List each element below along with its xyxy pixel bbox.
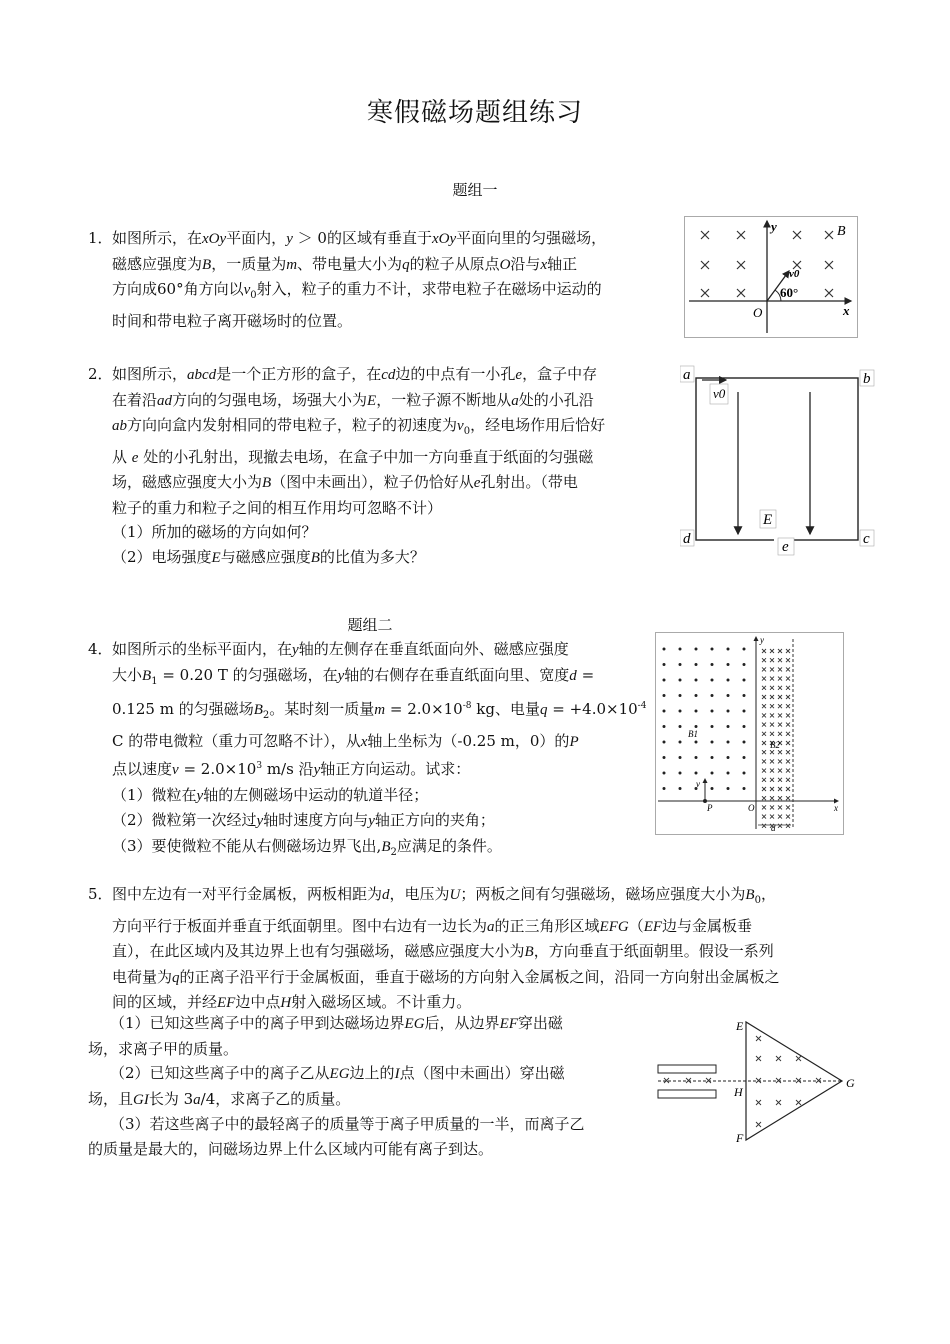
question-number: 4． [88, 640, 113, 658]
field-cross [762, 824, 766, 828]
d-label: d [771, 823, 776, 833]
field-cross [770, 759, 774, 763]
sub-question-1: （1）微粒在y轴的左侧磁场中运动的轨道半径； [112, 785, 429, 804]
field-cross [778, 658, 782, 662]
corner-b: b [863, 371, 871, 387]
field-cross [778, 695, 782, 699]
field-cross [762, 805, 766, 809]
field-dot [695, 756, 698, 759]
field-cross [770, 649, 774, 653]
field-dot [695, 694, 698, 697]
field-cross [778, 769, 782, 773]
field-dot [679, 710, 682, 713]
sub-question-1: （1）所加的磁场的方向如何？ [112, 523, 317, 541]
field-dot [727, 679, 730, 682]
field-cross [770, 695, 774, 699]
field-cross [762, 787, 766, 791]
field-cross [786, 796, 790, 800]
field-cross [778, 796, 782, 800]
field-dot [679, 725, 682, 728]
field-cross [762, 713, 766, 717]
field-cross [786, 686, 790, 690]
field-cross [770, 750, 774, 754]
vertex-F: F [736, 1131, 744, 1145]
field-cross [762, 695, 766, 699]
field-cross [762, 778, 766, 782]
question-1: 1． 如图所示，在xOy平面内，y ＞ 0的区域有垂直于xOy平面向里的匀强磁场， 磁感应强度为B，一质量为m、带电量大小为q的粒子从原点O沿与x轴正 方向成60°角方向以$v_0$射入，粒子的重力不计，求带电粒子在磁场中运动的 时间和带电粒子离开磁场时的位置。 [88, 226, 668, 333]
field-dot [695, 648, 698, 651]
question-5-subs: （1）已知这些离子中的离子甲到达磁场边界EG后，从边界EF穿出磁 场，求离子甲的质量。 （2）已知这些离子中的离子乙从EG边上的I点（图中未画出）穿出磁 场，且GI长为 3a/4，求离子乙的质量。 （3）若这些离子中的最轻离子的质量等于离子甲质量的一半，而离子乙 的质量是最大的，问磁场边界上什么区域内可能有离子到达。 [88, 1011, 634, 1161]
field-cross [770, 713, 774, 717]
sub-question-3: （3）要使微粒不能从右侧磁场边界飞出$,B_2$应满足的条件。 [112, 836, 502, 858]
field-dot [727, 756, 730, 759]
field-cross [770, 769, 774, 773]
field-cross [786, 677, 790, 681]
field-cross [762, 769, 766, 773]
sub-question-3: （3）若这些离子中的最轻离子的质量等于离子甲质量的一半，而离子乙 [110, 1115, 585, 1133]
field-cross [770, 723, 774, 727]
field-cross [786, 649, 790, 653]
field-dot [695, 772, 698, 775]
x-label: x [834, 803, 838, 813]
field-cross [778, 787, 782, 791]
sub-question-2: （2）微粒第一次经过y轴时速度方向与y轴正方向的夹角； [112, 811, 495, 829]
field-cross [778, 686, 782, 690]
field-cross [762, 759, 766, 763]
field-dot [711, 663, 714, 666]
field-cross [762, 815, 766, 819]
field-cross [786, 723, 790, 727]
field-cross [770, 704, 774, 708]
field-cross [778, 759, 782, 763]
question-number: 2． [88, 365, 113, 383]
field-cross [770, 686, 774, 690]
y-label: y [771, 219, 777, 234]
field-dot [711, 648, 714, 651]
field-dot [743, 648, 746, 651]
group-2-heading: 题组二 [347, 616, 393, 634]
field-dot [663, 663, 666, 666]
field-dot [743, 787, 746, 790]
y-label: y [760, 635, 764, 645]
field-cross [778, 815, 782, 819]
field-dot [727, 772, 730, 775]
field-cross [786, 713, 790, 717]
field-cross [786, 667, 790, 671]
page-title: 寒假磁场题组练习 [366, 98, 583, 128]
field-cross [778, 750, 782, 754]
field-dot [711, 772, 714, 775]
field-dot [663, 710, 666, 713]
field-dot [679, 663, 682, 666]
field-dot [743, 710, 746, 713]
field-cross [770, 732, 774, 736]
origin-label: O [753, 305, 763, 320]
field-dot [743, 756, 746, 759]
field-dot [727, 787, 730, 790]
field-cross [770, 787, 774, 791]
field-dot [663, 741, 666, 744]
field-dot [663, 725, 666, 728]
field-dot [727, 694, 730, 697]
field-cross [786, 750, 790, 754]
field-cross [778, 778, 782, 782]
field-cross [786, 787, 790, 791]
field-cross [762, 732, 766, 736]
corner-a: a [683, 367, 691, 383]
field-cross [786, 778, 790, 782]
figure-2 [680, 362, 876, 560]
field-E-label: E [763, 512, 773, 528]
field-dot [743, 694, 746, 697]
field-dot [695, 725, 698, 728]
field-cross [762, 649, 766, 653]
field-dot [711, 741, 714, 744]
field-cross [770, 658, 774, 662]
sub-question-2: （2）已知这些离子中的离子乙从EG边上的I点（图中未画出）穿出磁 [110, 1064, 565, 1082]
field-cross [762, 741, 766, 745]
figure-5 [654, 1018, 864, 1146]
question-2: 2． 如图所示，abcd是一个正方形的盒子，在cd边的中点有一小孔e，盒子中存 在着沿ad方向的匀强电场，场强大小为E，一粒子源不断地从a处的小孔沿 ab方向向盒内发射相同的带电粒子，粒子的初速度为$v_0$，经电场作用后恰好 从 e 处的小孔射出，现撤去电场，在盒子中加一方向垂直于纸面的匀强磁 场，磁感应强度大小为B（图中未画出），粒子仍恰好从e孔射出。（带电 粒子的重力和粒子之间的相互作用均可忽略不计） （1）所加的磁场的方向如何？ （2）电场强度E与磁感应强度B的比值为多大？ [88, 362, 670, 570]
vertex-G: G [846, 1076, 855, 1090]
field-dot [695, 679, 698, 682]
field-dot [711, 679, 714, 682]
field-cross [762, 796, 766, 800]
field-dot [695, 741, 698, 744]
field-cross [770, 805, 774, 809]
field-dot [663, 772, 666, 775]
corner-d: d [683, 531, 691, 547]
B-label: B [837, 224, 846, 239]
field-dot [743, 663, 746, 666]
figure-4 [655, 632, 844, 835]
field-dot [711, 756, 714, 759]
field-cross [762, 667, 766, 671]
field-cross [786, 769, 790, 773]
group-1-heading: 题组一 [452, 181, 498, 199]
field-cross [762, 723, 766, 727]
B2-label: B2 [770, 740, 780, 750]
sub-question-2: （2）电场强度E与磁感应强度B的比值为多大？ [112, 547, 425, 566]
figure-1 [684, 216, 858, 338]
field-cross [778, 649, 782, 653]
field-dot [679, 741, 682, 744]
field-cross [786, 815, 790, 819]
field-cross [762, 677, 766, 681]
field-cross [770, 815, 774, 819]
field-cross [786, 695, 790, 699]
field-cross [786, 759, 790, 763]
field-dot [743, 679, 746, 682]
field-cross [762, 704, 766, 708]
field-cross [770, 778, 774, 782]
field-cross [778, 732, 782, 736]
field-cross [762, 750, 766, 754]
P-label: P [707, 803, 713, 813]
vertex-E: E [736, 1019, 744, 1033]
field-dot [663, 648, 666, 651]
v0-label: v0 [789, 268, 800, 280]
field-cross [786, 741, 790, 745]
field-dot [695, 663, 698, 666]
field-dot [727, 741, 730, 744]
field-cross [786, 824, 790, 828]
field-dot [743, 725, 746, 728]
field-dot [663, 694, 666, 697]
question-number: 5． [88, 885, 113, 903]
field-cross [770, 677, 774, 681]
upper-plate [658, 1065, 716, 1073]
field-dot [743, 741, 746, 744]
field-dot [711, 725, 714, 728]
field-dot [695, 710, 698, 713]
field-cross [778, 723, 782, 727]
field-dot [679, 772, 682, 775]
B1-label: B1 [688, 729, 698, 739]
x-label: x [843, 303, 850, 318]
v0-label: v0 [713, 386, 726, 401]
question-4: 4． 如图所示的坐标平面内，在y轴的左侧存在垂直纸面向外、磁感应强度 大小$B_1 = 0.20$ T 的匀强磁场，在y轴的右侧存在垂直纸面向里、宽度d = 0.125 m 的匀强磁场$B_2$。某时刻一质量$m = 2.0\times 10^{-8}$ kg、电量$q = +4.0\times 10^{-4}$ C 的带电微粒（重力可忽略不计），从x轴上坐标为（-0.25 m，0）的P 点以速度$v = 2.0\times 10^3$ m/s 沿y轴正方向运动。试求： （1）微粒在y轴的左侧磁场中运动的轨道半径； （2）微粒第一次经过y轴时速度方向与y轴正方向的夹角； （3）要使微粒不能从右侧磁场边界飞出$,B_2$应满足的条件。 [88, 637, 648, 865]
v-label: v [696, 779, 700, 789]
field-cross [778, 704, 782, 708]
sub-question-1: （1）已知这些离子中的离子甲到达磁场边界EG后，从边界EF穿出磁 [110, 1014, 563, 1032]
field-cross [786, 732, 790, 736]
origin-label: O [748, 803, 755, 813]
corner-c: c [863, 531, 870, 547]
field-cross [778, 677, 782, 681]
field-dot [679, 787, 682, 790]
field-cross [778, 805, 782, 809]
field-dot [727, 725, 730, 728]
midpoint-H: H [734, 1085, 743, 1099]
field-dot [679, 648, 682, 651]
field-cross [770, 796, 774, 800]
field-dot [679, 679, 682, 682]
lower-plate [658, 1090, 716, 1098]
question-number: 1． [88, 229, 113, 247]
field-dot [727, 648, 730, 651]
field-cross [770, 667, 774, 671]
field-cross [786, 805, 790, 809]
question-5: 5． 图中左边有一对平行金属板，两板相距为d，电压为U；两板之间有匀强磁场，磁场应强度大小为$B_0$， 方向平行于板面并垂直于纸面朝里。图中右边有一边长为a的正三角形区域EFG（EF边与金属板垂 直），在此区域内及其边界上也有匀强磁场，磁感应强度大小为B，方向垂直于纸面朝里。假设一系列 电荷量为q的正离子沿平行于金属板面，垂直于磁场的方向射入金属板之间，沿同一方向射出金属板之 间的区域，并经EF边中点H射入磁场区域。不计重力。 [88, 882, 870, 1016]
field-cross [778, 713, 782, 717]
field-dot [743, 772, 746, 775]
field-cross [786, 658, 790, 662]
field-dot [711, 694, 714, 697]
field-cross-marks [664, 1036, 821, 1127]
field-dot [679, 694, 682, 697]
hole-e: e [782, 539, 789, 555]
field-dot [663, 679, 666, 682]
field-dot [711, 710, 714, 713]
field-cross [762, 686, 766, 690]
field-dot [663, 756, 666, 759]
field-cross [762, 658, 766, 662]
angle-label: 60° [780, 285, 799, 300]
field-cross [786, 704, 790, 708]
field-dot [727, 663, 730, 666]
field-cross [778, 824, 782, 828]
field-dot [727, 710, 730, 713]
field-dot [711, 787, 714, 790]
field-dot [679, 756, 682, 759]
field-cross [778, 667, 782, 671]
field-dot [663, 787, 666, 790]
